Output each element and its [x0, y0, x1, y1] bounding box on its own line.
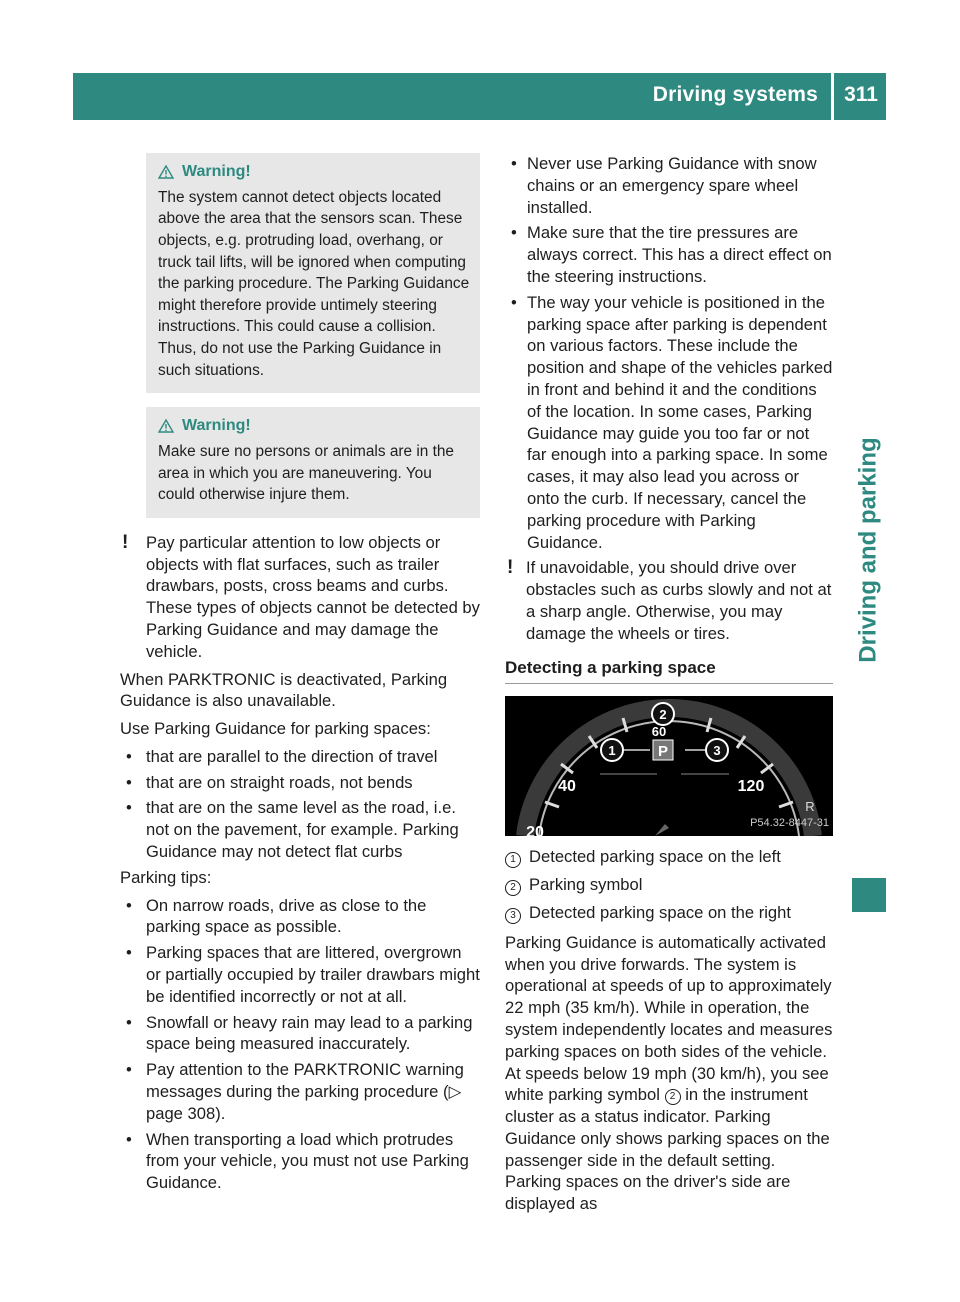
figure-code: P54.32-8447-31	[750, 816, 829, 829]
list-item-text	[146, 1059, 480, 1124]
warning-text: The system cannot detect objects located above the area that the sensors scan. These objects, e.g. protruding load, overhang, or truck tail lifts, will be ignored when computing the parking procedure. The Parking Guidance might therefore provide untimely steering instructions. This could cause a collision. Thus, do not use the Parking Guidance in such situations.	[158, 188, 470, 379]
list-item: • Parking spaces that are littered, overgrown or partially occupied by trailer drawbars might be identified incorrectly or not at all.	[126, 943, 480, 1006]
list-item-text: Make sure that the tire pressures are always correct. This has a direct effect on the steering instructions.	[527, 223, 832, 286]
warning-title-text: Warning!	[182, 417, 251, 435]
legend-item	[505, 902, 833, 926]
legend-number: 3	[505, 908, 521, 924]
legend-item	[505, 874, 833, 898]
warning-title	[158, 415, 470, 437]
list-item: • that are parallel to the direction of travel	[126, 746, 438, 766]
list-item: • Make sure that the tire pressures are always correct. This has a direct effect on the steering instructions.	[511, 223, 832, 286]
paragraph: When PARKTRONIC is deactivated, Parking Guidance is also unavailable.	[120, 669, 448, 711]
inline-marker-2: 2	[665, 1089, 681, 1105]
list-item-text: that are on straight roads, not bends	[146, 772, 413, 792]
list-item-text-main: Pay attention to the PARKTRONIC warning messages during the parking procedure	[146, 1060, 464, 1102]
speed-60: 60	[651, 724, 667, 740]
list-item-text: When transporting a load which protrudes from your vehicle, you must not use Parking Guidance.	[146, 1129, 469, 1193]
list-item: • When transporting a load which protrudes from your vehicle, you must not use Parking Guidance.	[120, 1129, 480, 1194]
warning-text: Make sure no persons or animals are in the area in which you are maneuvering. You could otherwise injure them.	[158, 442, 454, 504]
warning-box-1	[146, 153, 480, 393]
list-item: • that are on straight roads, not bends	[126, 772, 413, 792]
page-number: 311	[844, 83, 878, 106]
side-tab-label: Driving and parking	[855, 437, 882, 663]
list-item-text: Snowfall or heavy rain may lead to a parking space being measured inaccurately.	[146, 1012, 473, 1054]
header-title: Driving systems	[652, 83, 818, 106]
speed-120: 120	[737, 778, 765, 796]
list-item: • Snowfall or heavy rain may lead to a parking space being measured inaccurately.	[120, 1012, 480, 1056]
note-mark: !	[122, 531, 129, 553]
speed-40: 40	[558, 778, 576, 796]
note-item	[505, 557, 833, 644]
note-mark: !	[507, 557, 514, 579]
marker-3: 3	[713, 743, 721, 759]
header-divider	[831, 73, 834, 120]
note-text: If unavoidable, you should drive over obstacles such as curbs slowly and not at a sharp angle. Otherwise, you may damage the wheels or tires.	[526, 558, 832, 643]
note-item	[120, 532, 480, 663]
legend-item	[505, 846, 833, 870]
paragraph-text-b: in the instrument cluster as a status indicator. Parking Guidance only shows parking spaces on the passenger side in the default setting. Parking spaces on the driver's side are displayed as	[505, 1085, 830, 1214]
parking-symbol-letter: P	[657, 743, 669, 761]
paragraph: Use Parking Guidance for parking spaces:	[120, 719, 431, 739]
section-title: Detecting a parking space	[505, 657, 833, 685]
paragraph-text-a: Parking Guidance is automatically activated when you drive forwards. The system is operational at speeds of up to approximately 22 mph (35 km/h). While in operation, the system independently locates and measures parking spaces on both sides of the vehicle. At speeds below 19 mph (30 km/h), you see white parking symbol	[505, 932, 833, 1105]
paragraph: Parking tips:	[120, 867, 212, 887]
right-column	[505, 153, 833, 1221]
list-item: • that are on the same level as the road, i.e. not on the pavement, for example. Parking Guidance may not detect flat curbs	[120, 797, 480, 862]
list-item: • Never use Parking Guidance with snow chains or an emergency spare wheel installed.	[505, 153, 833, 218]
needle-icon	[655, 824, 669, 836]
instrument-cluster-figure	[505, 696, 833, 836]
marker-1: 1	[608, 743, 616, 759]
list-item: • The way your vehicle is positioned in the parking space after parking is dependent on various factors. These include the position and shape of the vehicles parked in front and behind it and the conditions of the location. In some cases, Parking Guidance may guide you too far or not far enough into a parking space. In some cases, it may also lead you across or onto the curb. If necessary, cancel the parking procedure with Parking Guidance.	[511, 292, 833, 552]
list-item-text: On narrow roads, drive as close to the parking space as possible.	[146, 895, 427, 937]
list-item-text: The way your vehicle is positioned in the parking space after parking is dependent on various factors. These include the position and shape of the vehicles parked in front and behind it and the conditions of the location. In some cases, Parking Guidance may guide you too far or not far enough into a parking space. In some cases, it may also lead you across or onto the curb. If necessary, cancel the parking procedure with Parking Guidance.	[527, 292, 833, 552]
list-item: • On narrow roads, drive as close to the parking space as possible.	[120, 895, 480, 939]
list-item-text: Never use Parking Guidance with snow chains or an emergency spare wheel installed.	[527, 154, 817, 217]
legend-number: 1	[505, 852, 521, 868]
list-item-text: that are on the same level as the road, i.e. not on the pavement, for example. Parking Guidance may not detect flat curbs	[146, 798, 459, 862]
warning-triangle-icon	[158, 419, 174, 433]
list-item-text: Parking spaces that are littered, overgrown or partially occupied by trailer drawbars might be identified incorrectly or not at all.	[146, 943, 480, 1006]
legend-text: Parking symbol	[529, 875, 643, 895]
list-item: • Pay attention to the PARKTRONIC warning messages during the parking procedure (▷ page 308).	[120, 1059, 480, 1124]
marker-2: 2	[659, 707, 667, 723]
warning-title	[158, 161, 470, 183]
legend-text: Detected parking space on the left	[529, 847, 781, 867]
left-column	[120, 153, 480, 1198]
side-tab-marker	[852, 878, 886, 912]
list-item-text: that are parallel to the direction of travel	[146, 746, 438, 766]
legend-number: 2	[505, 880, 521, 896]
side-tab	[852, 300, 886, 800]
paragraph	[505, 932, 833, 1215]
warning-box-2	[146, 407, 480, 518]
header-bar	[73, 73, 886, 120]
note-text: Pay particular attention to low objects or objects with flat surfaces, such as trailer drawbars, posts, cross beams and curbs. These types of objects cannot be detected by Parking Guidance and may damage the vehicle.	[146, 532, 480, 661]
warning-title-text: Warning!	[182, 163, 251, 180]
speed-20: 20	[526, 824, 544, 837]
legend-text: Detected parking space on the right	[529, 902, 791, 922]
gear-indicator: R	[805, 799, 815, 815]
warning-triangle-icon	[158, 165, 174, 179]
page-reference-link[interactable]: (▷ page 308).	[146, 1082, 462, 1123]
